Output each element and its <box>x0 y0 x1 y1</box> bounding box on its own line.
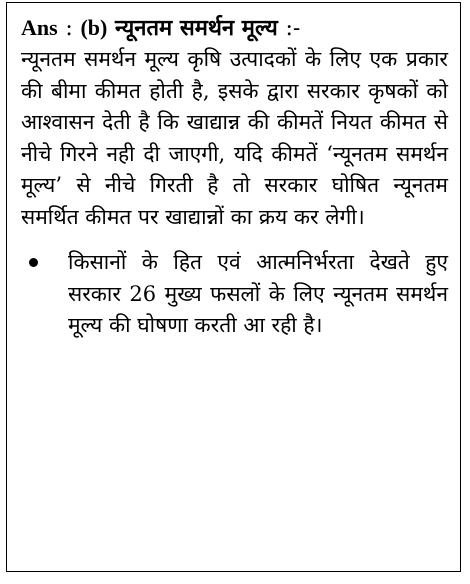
bullet-item <box>21 247 448 342</box>
bullet-list <box>21 247 448 342</box>
explanation-paragraph: न्यूनतम समर्थन मूल्य कृषि उत्पादकों के लिए एक प्रकार की बीमा कीमत होती है, इसके द्वारा सरकार कृषकों को आश्वासन देती है कि खाद्यान्न की कीमतें नियत कीमत से नीचे गिरने नही दी जाएगी, यदि कीमतें ‘न्यूनतम समर्थन मूल्य’ से नीचे गिरती है तो सरकार घोषित न्यूनतम समर्थित कीमत पर खाद्यान्नों का क्रय कर लेगी। <box>21 47 448 229</box>
answer-option: (b) <box>80 15 108 40</box>
bullet-text: किसानों के हित एवं आत्मनिर्भरता देखते हुए सरकार 26 मुख्य फसलों के लिए न्यूनतम समर्थन मूल्य की घोषणा करती आ रही है। <box>68 250 448 337</box>
answer-trailing: :- <box>285 16 301 41</box>
answer-box <box>6 2 461 572</box>
cut-off-next-line <box>60 575 400 584</box>
answer-heading <box>21 13 448 44</box>
answer-separator: : <box>65 16 73 41</box>
answer-label: Ans <box>21 15 58 40</box>
answer-title: न्यूनतम समर्थन मूल्य <box>115 15 278 41</box>
bullet-dot-icon <box>29 258 38 267</box>
